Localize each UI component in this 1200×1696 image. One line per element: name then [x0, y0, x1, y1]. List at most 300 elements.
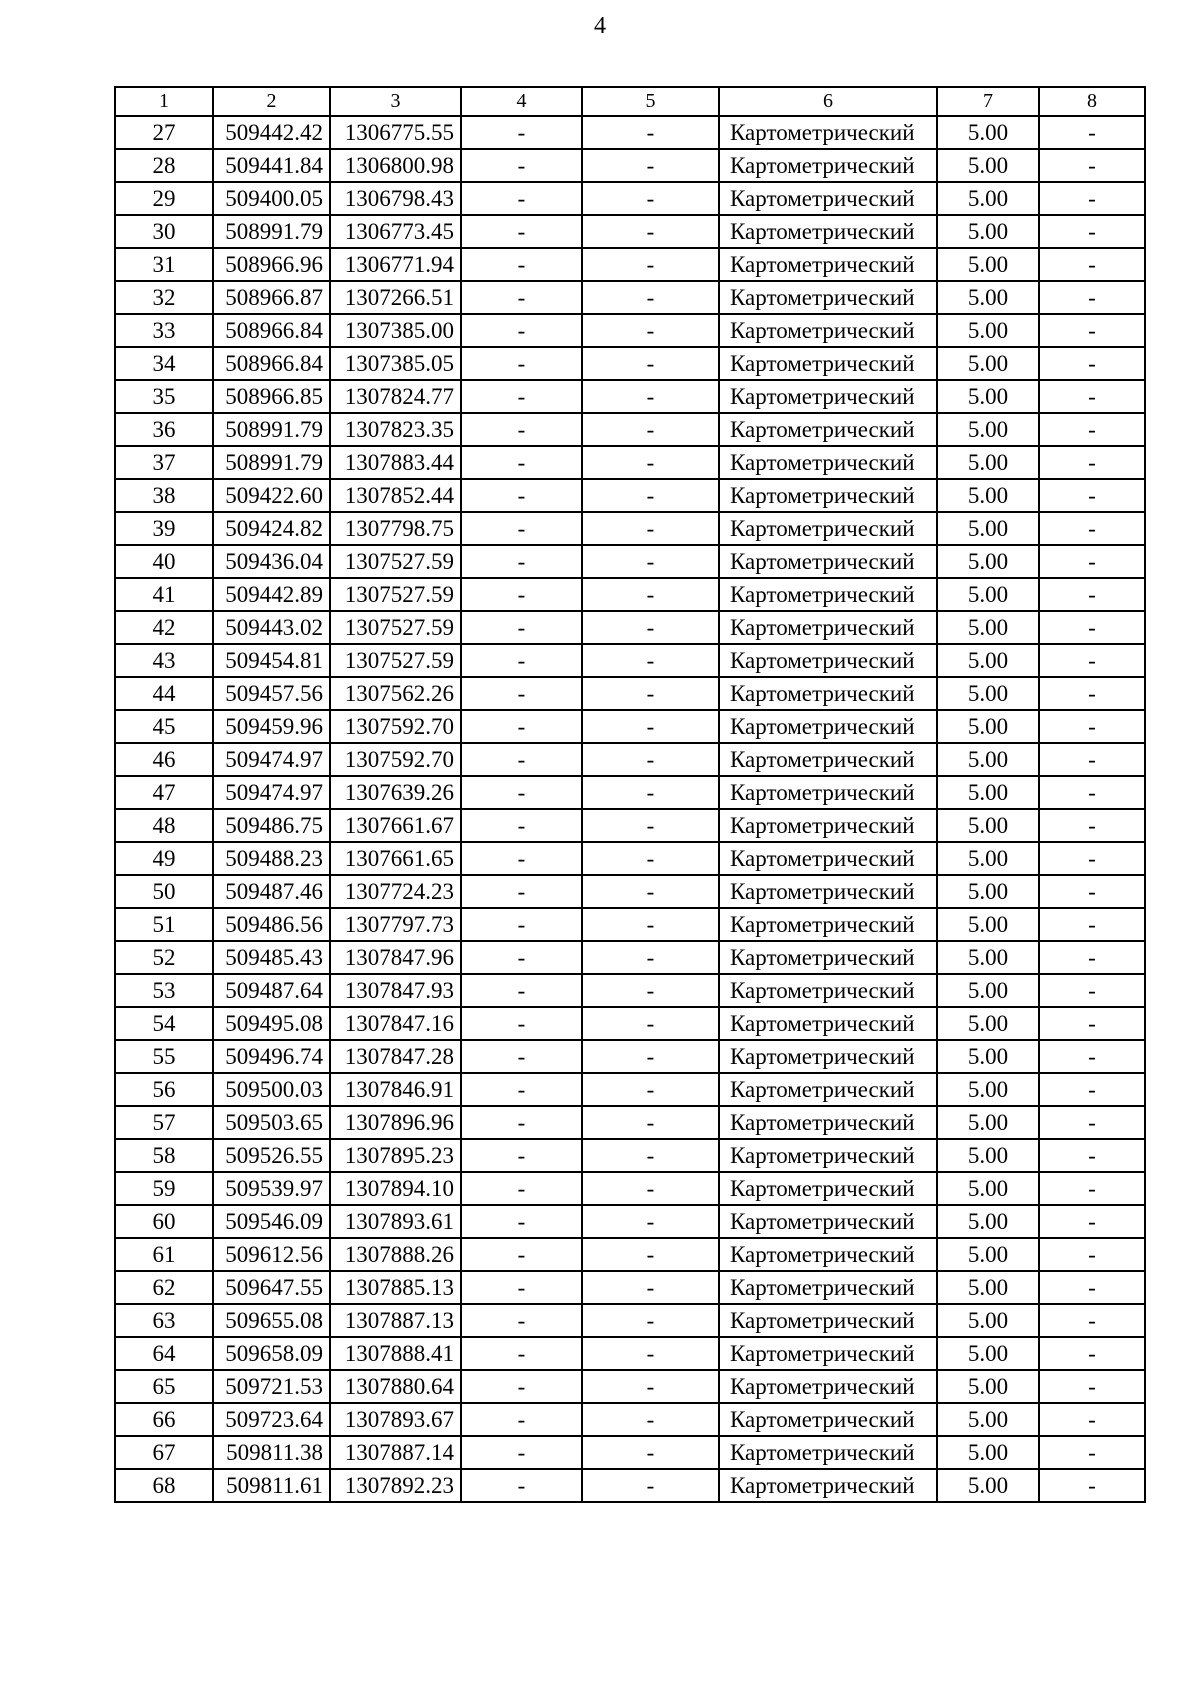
column-5-cell: - — [582, 248, 719, 281]
y-coordinate-cell: 1306798.43 — [330, 182, 461, 215]
method-cell: Картометрический — [719, 182, 937, 215]
method-cell: Картометрический — [719, 1238, 937, 1271]
accuracy-cell: 5.00 — [937, 644, 1039, 677]
x-coordinate-cell: 509424.82 — [213, 512, 330, 545]
table-row — [115, 314, 1145, 347]
method-cell: Картометрический — [719, 908, 937, 941]
point-number-cell: 49 — [115, 842, 213, 875]
x-coordinate-cell: 508966.96 — [213, 248, 330, 281]
table-row — [115, 248, 1145, 281]
column-5-cell: - — [582, 974, 719, 1007]
method-cell: Картометрический — [719, 941, 937, 974]
y-coordinate-cell: 1306800.98 — [330, 149, 461, 182]
point-number-cell: 38 — [115, 479, 213, 512]
column-header-2: 2 — [213, 87, 330, 116]
column-8-cell: - — [1039, 1370, 1145, 1403]
y-coordinate-cell: 1307592.70 — [330, 710, 461, 743]
column-8-cell: - — [1039, 1469, 1145, 1502]
column-4-cell: - — [461, 1040, 582, 1073]
method-cell: Картометрический — [719, 1172, 937, 1205]
x-coordinate-cell: 509485.43 — [213, 941, 330, 974]
table-row — [115, 116, 1145, 149]
y-coordinate-cell: 1307852.44 — [330, 479, 461, 512]
column-4-cell: - — [461, 1007, 582, 1040]
method-cell: Картометрический — [719, 1469, 937, 1502]
column-4-cell: - — [461, 1172, 582, 1205]
column-8-cell: - — [1039, 1403, 1145, 1436]
column-5-cell: - — [582, 1238, 719, 1271]
table-row — [115, 908, 1145, 941]
point-number-cell: 55 — [115, 1040, 213, 1073]
accuracy-cell: 5.00 — [937, 1106, 1039, 1139]
table-row — [115, 380, 1145, 413]
column-5-cell: - — [582, 314, 719, 347]
column-4-cell: - — [461, 413, 582, 446]
table-row — [115, 1172, 1145, 1205]
accuracy-cell: 5.00 — [937, 1304, 1039, 1337]
table-row — [115, 743, 1145, 776]
method-cell: Картометрический — [719, 1106, 937, 1139]
table-row — [115, 413, 1145, 446]
point-number-cell: 29 — [115, 182, 213, 215]
method-cell: Картометрический — [719, 512, 937, 545]
column-5-cell: - — [582, 908, 719, 941]
x-coordinate-cell: 509647.55 — [213, 1271, 330, 1304]
column-4-cell: - — [461, 941, 582, 974]
column-8-cell: - — [1039, 1073, 1145, 1106]
method-cell: Картометрический — [719, 1304, 937, 1337]
method-cell: Картометрический — [719, 842, 937, 875]
point-number-cell: 46 — [115, 743, 213, 776]
point-number-cell: 41 — [115, 578, 213, 611]
x-coordinate-cell: 509442.42 — [213, 116, 330, 149]
x-coordinate-cell: 508966.84 — [213, 347, 330, 380]
point-number-cell: 45 — [115, 710, 213, 743]
column-8-cell: - — [1039, 1304, 1145, 1337]
column-5-cell: - — [582, 1436, 719, 1469]
column-5-cell: - — [582, 710, 719, 743]
point-number-cell: 40 — [115, 545, 213, 578]
column-8-cell: - — [1039, 1436, 1145, 1469]
point-number-cell: 34 — [115, 347, 213, 380]
point-number-cell: 51 — [115, 908, 213, 941]
method-cell: Картометрический — [719, 776, 937, 809]
x-coordinate-cell: 508991.79 — [213, 446, 330, 479]
column-8-cell: - — [1039, 710, 1145, 743]
table-row — [115, 611, 1145, 644]
y-coordinate-cell: 1307893.67 — [330, 1403, 461, 1436]
column-4-cell: - — [461, 116, 582, 149]
method-cell: Картометрический — [719, 1271, 937, 1304]
accuracy-cell: 5.00 — [937, 677, 1039, 710]
column-header-5: 5 — [582, 87, 719, 116]
accuracy-cell: 5.00 — [937, 479, 1039, 512]
point-number-cell: 31 — [115, 248, 213, 281]
method-cell: Картометрический — [719, 1073, 937, 1106]
accuracy-cell: 5.00 — [937, 380, 1039, 413]
x-coordinate-cell: 509488.23 — [213, 842, 330, 875]
column-8-cell: - — [1039, 512, 1145, 545]
table-body — [115, 116, 1145, 1502]
column-4-cell: - — [461, 1205, 582, 1238]
column-4-cell: - — [461, 1403, 582, 1436]
y-coordinate-cell: 1307527.59 — [330, 578, 461, 611]
point-number-cell: 68 — [115, 1469, 213, 1502]
method-cell: Картометрический — [719, 1403, 937, 1436]
column-8-cell: - — [1039, 1106, 1145, 1139]
x-coordinate-cell: 509459.96 — [213, 710, 330, 743]
method-cell: Картометрический — [719, 116, 937, 149]
x-coordinate-cell: 509422.60 — [213, 479, 330, 512]
y-coordinate-cell: 1307893.61 — [330, 1205, 461, 1238]
accuracy-cell: 5.00 — [937, 1469, 1039, 1502]
point-number-cell: 58 — [115, 1139, 213, 1172]
accuracy-cell: 5.00 — [937, 842, 1039, 875]
y-coordinate-cell: 1307896.96 — [330, 1106, 461, 1139]
method-cell: Картометрический — [719, 380, 937, 413]
accuracy-cell: 5.00 — [937, 743, 1039, 776]
column-5-cell: - — [582, 1172, 719, 1205]
x-coordinate-cell: 509539.97 — [213, 1172, 330, 1205]
column-5-cell: - — [582, 512, 719, 545]
accuracy-cell: 5.00 — [937, 1436, 1039, 1469]
accuracy-cell: 5.00 — [937, 908, 1039, 941]
accuracy-cell: 5.00 — [937, 347, 1039, 380]
table-row — [115, 1469, 1145, 1502]
point-number-cell: 27 — [115, 116, 213, 149]
table-row — [115, 1007, 1145, 1040]
table-row — [115, 149, 1145, 182]
accuracy-cell: 5.00 — [937, 1007, 1039, 1040]
column-4-cell: - — [461, 743, 582, 776]
x-coordinate-cell: 509443.02 — [213, 611, 330, 644]
x-coordinate-cell: 509655.08 — [213, 1304, 330, 1337]
method-cell: Картометрический — [719, 347, 937, 380]
table-row — [115, 215, 1145, 248]
method-cell: Картометрический — [719, 611, 937, 644]
column-4-cell: - — [461, 644, 582, 677]
column-8-cell: - — [1039, 776, 1145, 809]
column-5-cell: - — [582, 116, 719, 149]
column-8-cell: - — [1039, 1205, 1145, 1238]
y-coordinate-cell: 1307887.13 — [330, 1304, 461, 1337]
column-8-cell: - — [1039, 182, 1145, 215]
column-4-cell: - — [461, 182, 582, 215]
accuracy-cell: 5.00 — [937, 281, 1039, 314]
column-4-cell: - — [461, 347, 582, 380]
column-8-cell: - — [1039, 743, 1145, 776]
x-coordinate-cell: 508991.79 — [213, 215, 330, 248]
column-5-cell: - — [582, 611, 719, 644]
y-coordinate-cell: 1307888.26 — [330, 1238, 461, 1271]
y-coordinate-cell: 1307887.14 — [330, 1436, 461, 1469]
y-coordinate-cell: 1307527.59 — [330, 545, 461, 578]
column-8-cell: - — [1039, 347, 1145, 380]
table-row — [115, 1040, 1145, 1073]
column-8-cell: - — [1039, 248, 1145, 281]
accuracy-cell: 5.00 — [937, 1139, 1039, 1172]
accuracy-cell: 5.00 — [937, 1337, 1039, 1370]
table-row — [115, 446, 1145, 479]
accuracy-cell: 5.00 — [937, 1403, 1039, 1436]
table-row — [115, 182, 1145, 215]
x-coordinate-cell: 509487.46 — [213, 875, 330, 908]
column-8-cell: - — [1039, 809, 1145, 842]
x-coordinate-cell: 509486.75 — [213, 809, 330, 842]
column-5-cell: - — [582, 1205, 719, 1238]
column-4-cell: - — [461, 1436, 582, 1469]
column-5-cell: - — [582, 941, 719, 974]
column-5-cell: - — [582, 1106, 719, 1139]
method-cell: Картометрический — [719, 446, 937, 479]
column-8-cell: - — [1039, 908, 1145, 941]
column-header-6: 6 — [719, 87, 937, 116]
y-coordinate-cell: 1307266.51 — [330, 281, 461, 314]
column-header-3: 3 — [330, 87, 461, 116]
y-coordinate-cell: 1307823.35 — [330, 413, 461, 446]
column-8-cell: - — [1039, 677, 1145, 710]
accuracy-cell: 5.00 — [937, 809, 1039, 842]
column-5-cell: - — [582, 446, 719, 479]
y-coordinate-cell: 1307592.70 — [330, 743, 461, 776]
x-coordinate-cell: 508966.85 — [213, 380, 330, 413]
table-row — [115, 578, 1145, 611]
column-4-cell: - — [461, 908, 582, 941]
method-cell: Картометрический — [719, 1007, 937, 1040]
method-cell: Картометрический — [719, 545, 937, 578]
point-number-cell: 30 — [115, 215, 213, 248]
method-cell: Картометрический — [719, 479, 937, 512]
method-cell: Картометрический — [719, 875, 937, 908]
column-4-cell: - — [461, 1469, 582, 1502]
column-4-cell: - — [461, 611, 582, 644]
y-coordinate-cell: 1307880.64 — [330, 1370, 461, 1403]
y-coordinate-cell: 1306773.45 — [330, 215, 461, 248]
point-number-cell: 62 — [115, 1271, 213, 1304]
table-row — [115, 1436, 1145, 1469]
column-5-cell: - — [582, 1073, 719, 1106]
y-coordinate-cell: 1307798.75 — [330, 512, 461, 545]
x-coordinate-cell: 509503.65 — [213, 1106, 330, 1139]
table-row — [115, 644, 1145, 677]
x-coordinate-cell: 509436.04 — [213, 545, 330, 578]
accuracy-cell: 5.00 — [937, 875, 1039, 908]
accuracy-cell: 5.00 — [937, 1205, 1039, 1238]
table-row — [115, 1271, 1145, 1304]
point-number-cell: 66 — [115, 1403, 213, 1436]
column-4-cell: - — [461, 1139, 582, 1172]
accuracy-cell: 5.00 — [937, 116, 1039, 149]
point-number-cell: 59 — [115, 1172, 213, 1205]
y-coordinate-cell: 1307846.91 — [330, 1073, 461, 1106]
column-8-cell: - — [1039, 1172, 1145, 1205]
accuracy-cell: 5.00 — [937, 776, 1039, 809]
column-8-cell: - — [1039, 380, 1145, 413]
y-coordinate-cell: 1307661.65 — [330, 842, 461, 875]
y-coordinate-cell: 1307847.16 — [330, 1007, 461, 1040]
column-4-cell: - — [461, 578, 582, 611]
accuracy-cell: 5.00 — [937, 1271, 1039, 1304]
column-8-cell: - — [1039, 842, 1145, 875]
column-5-cell: - — [582, 479, 719, 512]
table-row — [115, 545, 1145, 578]
table-row — [115, 974, 1145, 1007]
column-4-cell: - — [461, 677, 582, 710]
point-number-cell: 44 — [115, 677, 213, 710]
column-4-cell: - — [461, 974, 582, 1007]
y-coordinate-cell: 1307527.59 — [330, 644, 461, 677]
column-5-cell: - — [582, 743, 719, 776]
column-5-cell: - — [582, 1007, 719, 1040]
table-row — [115, 842, 1145, 875]
column-8-cell: - — [1039, 446, 1145, 479]
point-number-cell: 48 — [115, 809, 213, 842]
column-5-cell: - — [582, 1337, 719, 1370]
method-cell: Картометрический — [719, 710, 937, 743]
column-5-cell: - — [582, 149, 719, 182]
method-cell: Картометрический — [719, 644, 937, 677]
method-cell: Картометрический — [719, 743, 937, 776]
method-cell: Картометрический — [719, 1436, 937, 1469]
table-row — [115, 677, 1145, 710]
column-4-cell: - — [461, 248, 582, 281]
table-row — [115, 1205, 1145, 1238]
point-number-cell: 57 — [115, 1106, 213, 1139]
column-5-cell: - — [582, 1403, 719, 1436]
x-coordinate-cell: 508966.87 — [213, 281, 330, 314]
column-8-cell: - — [1039, 875, 1145, 908]
column-8-cell: - — [1039, 1007, 1145, 1040]
column-4-cell: - — [461, 1271, 582, 1304]
column-8-cell: - — [1039, 413, 1145, 446]
accuracy-cell: 5.00 — [937, 1238, 1039, 1271]
method-cell: Картометрический — [719, 1337, 937, 1370]
x-coordinate-cell: 509474.97 — [213, 743, 330, 776]
x-coordinate-cell: 509612.56 — [213, 1238, 330, 1271]
table-row — [115, 1238, 1145, 1271]
y-coordinate-cell: 1307562.26 — [330, 677, 461, 710]
column-4-cell: - — [461, 545, 582, 578]
y-coordinate-cell: 1307894.10 — [330, 1172, 461, 1205]
x-coordinate-cell: 508991.79 — [213, 413, 330, 446]
point-number-cell: 52 — [115, 941, 213, 974]
column-5-cell: - — [582, 1469, 719, 1502]
point-number-cell: 36 — [115, 413, 213, 446]
point-number-cell: 47 — [115, 776, 213, 809]
table-row — [115, 1139, 1145, 1172]
column-5-cell: - — [582, 809, 719, 842]
y-coordinate-cell: 1307385.05 — [330, 347, 461, 380]
point-number-cell: 32 — [115, 281, 213, 314]
point-number-cell: 39 — [115, 512, 213, 545]
y-coordinate-cell: 1307847.28 — [330, 1040, 461, 1073]
x-coordinate-cell: 509496.74 — [213, 1040, 330, 1073]
column-5-cell: - — [582, 281, 719, 314]
point-number-cell: 60 — [115, 1205, 213, 1238]
column-5-cell: - — [582, 1040, 719, 1073]
point-number-cell: 43 — [115, 644, 213, 677]
column-8-cell: - — [1039, 611, 1145, 644]
point-number-cell: 33 — [115, 314, 213, 347]
method-cell: Картометрический — [719, 1139, 937, 1172]
y-coordinate-cell: 1307888.41 — [330, 1337, 461, 1370]
column-5-cell: - — [582, 842, 719, 875]
column-5-cell: - — [582, 776, 719, 809]
table-row — [115, 512, 1145, 545]
table-row — [115, 1304, 1145, 1337]
method-cell: Картометрический — [719, 149, 937, 182]
column-4-cell: - — [461, 710, 582, 743]
accuracy-cell: 5.00 — [937, 413, 1039, 446]
y-coordinate-cell: 1307661.67 — [330, 809, 461, 842]
column-8-cell: - — [1039, 479, 1145, 512]
column-5-cell: - — [582, 215, 719, 248]
column-4-cell: - — [461, 149, 582, 182]
column-8-cell: - — [1039, 149, 1145, 182]
method-cell: Картометрический — [719, 1205, 937, 1238]
column-8-cell: - — [1039, 281, 1145, 314]
y-coordinate-cell: 1307895.23 — [330, 1139, 461, 1172]
column-8-cell: - — [1039, 545, 1145, 578]
point-number-cell: 63 — [115, 1304, 213, 1337]
accuracy-cell: 5.00 — [937, 1370, 1039, 1403]
column-4-cell: - — [461, 314, 582, 347]
x-coordinate-cell: 509526.55 — [213, 1139, 330, 1172]
column-header-1: 1 — [115, 87, 213, 116]
column-8-cell: - — [1039, 1139, 1145, 1172]
accuracy-cell: 5.00 — [937, 248, 1039, 281]
method-cell: Картометрический — [719, 413, 937, 446]
y-coordinate-cell: 1307527.59 — [330, 611, 461, 644]
x-coordinate-cell: 509811.61 — [213, 1469, 330, 1502]
table-row — [115, 347, 1145, 380]
column-5-cell: - — [582, 875, 719, 908]
column-4-cell: - — [461, 842, 582, 875]
accuracy-cell: 5.00 — [937, 1172, 1039, 1205]
x-coordinate-cell: 509474.97 — [213, 776, 330, 809]
point-number-cell: 56 — [115, 1073, 213, 1106]
column-4-cell: - — [461, 446, 582, 479]
y-coordinate-cell: 1307385.00 — [330, 314, 461, 347]
column-8-cell: - — [1039, 1040, 1145, 1073]
column-8-cell: - — [1039, 1271, 1145, 1304]
y-coordinate-cell: 1307883.44 — [330, 446, 461, 479]
accuracy-cell: 5.00 — [937, 512, 1039, 545]
column-4-cell: - — [461, 1106, 582, 1139]
accuracy-cell: 5.00 — [937, 578, 1039, 611]
method-cell: Картометрический — [719, 281, 937, 314]
method-cell: Картометрический — [719, 215, 937, 248]
column-8-cell: - — [1039, 215, 1145, 248]
column-5-cell: - — [582, 182, 719, 215]
accuracy-cell: 5.00 — [937, 974, 1039, 1007]
column-4-cell: - — [461, 776, 582, 809]
point-number-cell: 37 — [115, 446, 213, 479]
method-cell: Картометрический — [719, 974, 937, 1007]
column-4-cell: - — [461, 809, 582, 842]
point-number-cell: 64 — [115, 1337, 213, 1370]
y-coordinate-cell: 1307724.23 — [330, 875, 461, 908]
column-4-cell: - — [461, 1337, 582, 1370]
accuracy-cell: 5.00 — [937, 1073, 1039, 1106]
point-number-cell: 65 — [115, 1370, 213, 1403]
y-coordinate-cell: 1306771.94 — [330, 248, 461, 281]
y-coordinate-cell: 1306775.55 — [330, 116, 461, 149]
column-4-cell: - — [461, 875, 582, 908]
column-8-cell: - — [1039, 644, 1145, 677]
column-4-cell: - — [461, 1238, 582, 1271]
column-5-cell: - — [582, 578, 719, 611]
